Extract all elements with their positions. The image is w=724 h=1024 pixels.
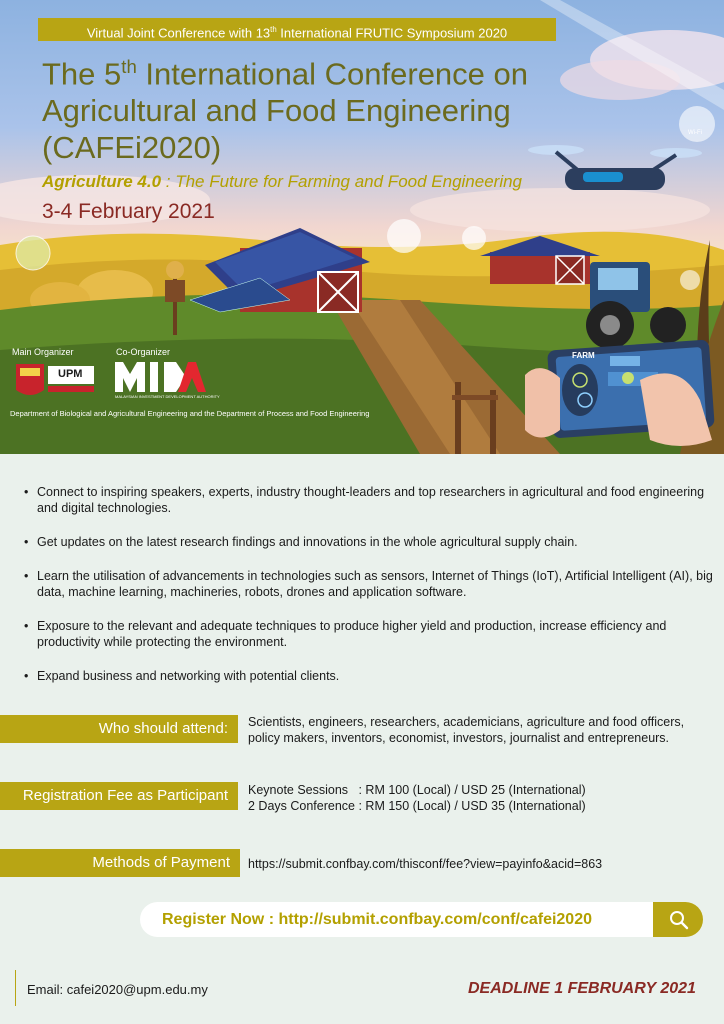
benefits-list: [24, 484, 714, 702]
registration-fee-label: Registration Fee as Participant: [0, 782, 238, 810]
deadline-text: DEADLINE 1 FEBRUARY 2021: [468, 980, 696, 997]
mida-logo-text: [208, 378, 211, 379]
conference-banner: [38, 18, 556, 41]
banner-sup: th: [270, 25, 277, 34]
who-should-attend-label: Who should attend:: [0, 715, 238, 743]
hero-banner: [0, 0, 724, 454]
subtitle: Agriculture 4.0 : The Future for Farming and Food Engineering: [42, 172, 523, 191]
main-organizer-label: Main Organizer: [12, 347, 74, 357]
upm-logo-text: UPM: [58, 368, 83, 380]
department-text: Department of Biological and Agricultural Engineering and the Department of Process and Food Engineering: [10, 409, 370, 418]
register-button[interactable]: [653, 902, 703, 937]
registration-fee-text: [248, 782, 586, 814]
banner-text-suffix: International FRUTIC Symposium 2020: [276, 25, 508, 41]
list-item: • Exposure to the relevant and adequate techniques to produce higher yield and production, increase efficiency and productivity while protecting the environment.: [24, 618, 714, 650]
title-line-1: The 5th International Conference on: [42, 56, 529, 92]
list-item: • Expand business and networking with potential clients.: [24, 668, 714, 684]
title-line-3: (CAFEi2020): [42, 130, 222, 166]
list-item: • Get updates on the latest research findings and innovations in the whole agricultural supply chain.: [24, 534, 714, 550]
page-title: [42, 48, 602, 166]
title-line-2: Agricultural and Food Engineering: [42, 93, 511, 129]
search-icon: [667, 910, 689, 930]
co-organizer-label: Co-Organizer: [116, 347, 171, 357]
list-item: • Connect to inspiring speakers, experts, industry thought-leaders and top researchers in agricultural and food engineering and digital technologies.: [24, 484, 714, 516]
payment-url[interactable]: https://submit.confbay.com/thisconf/fee?view=payinfo&acid=863: [248, 857, 603, 871]
farm-label: FARM: [572, 351, 595, 360]
register-now-link[interactable]: [140, 902, 703, 937]
fee-line-conference: 2 Days Conference : RM 150 (Local) / USD 35 (International): [248, 799, 586, 813]
wifi-label: Wi-Fi: [688, 130, 702, 136]
banner-text-prefix: Virtual Joint Conference with 13: [86, 25, 271, 41]
register-now-label[interactable]: Register Now : http://submit.confbay.com/conf/cafei2020: [162, 911, 592, 928]
methods-of-payment-label: Methods of Payment: [0, 849, 240, 877]
mida-tagline: MALAYSIAN INVESTMENT DEVELOPMENT AUTHORITY: [115, 394, 220, 399]
event-date: 3-4 February 2021: [42, 200, 215, 223]
footer-divider: [15, 970, 16, 1006]
fee-line-keynote: Keynote Sessions : RM 100 (Local) / USD 25 (International): [248, 783, 586, 797]
who-should-attend-text: Scientists, engineers, researchers, academicians, agriculture and food officers, policy makers, inventors, economist, investors, journalist and entrepreneurs.: [248, 715, 685, 745]
list-item: • Learn the utilisation of advancements in technologies such as sensors, Internet of Things (IoT), Artificial Intelligent (AI), big data, machine learning, machineries, robots, drones and application software.: [24, 568, 714, 600]
contact-email[interactable]: Email: cafei2020@upm.edu.my: [27, 982, 208, 997]
